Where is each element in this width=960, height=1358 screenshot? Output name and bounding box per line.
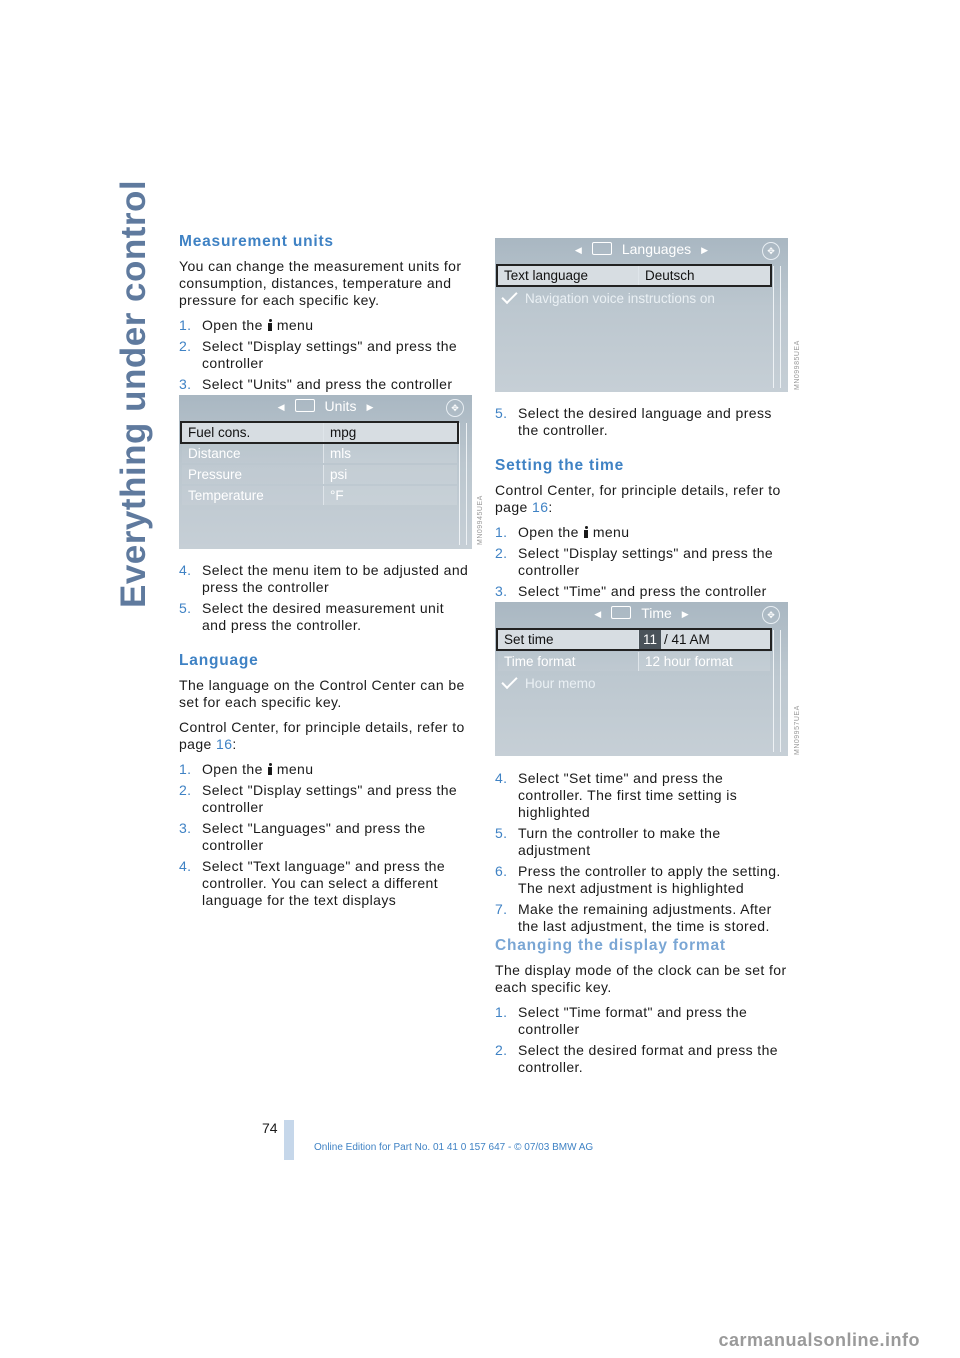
units-image-code: MN09945UEA bbox=[477, 495, 484, 545]
info-menu-icon bbox=[267, 319, 273, 331]
language-step-5: 5. Select the desired language and press the controller. bbox=[495, 405, 772, 438]
time-screen bbox=[495, 602, 788, 756]
format-step-1: 1. Select "Time format" and press the controller bbox=[495, 1004, 748, 1037]
units-scrollbar[interactable] bbox=[459, 423, 467, 545]
units-row-temperature[interactable]: Temperature °F bbox=[182, 486, 457, 505]
left-arrow-icon: ◀ bbox=[574, 245, 582, 255]
units-row-pressure[interactable]: Pressure psi bbox=[182, 465, 457, 484]
language-intro: The language on the Control Center can be set for each specific key. bbox=[179, 677, 465, 710]
languages-image-code: MN09985UEA bbox=[794, 340, 801, 390]
right-arrow-icon: ▶ bbox=[366, 402, 374, 412]
setting-time-heading: Setting the time bbox=[495, 457, 625, 474]
units-row-distance[interactable]: Distance mls bbox=[182, 444, 457, 463]
info-menu-icon bbox=[583, 526, 589, 538]
controller-icon: ✥ bbox=[762, 242, 780, 260]
language-heading: Language bbox=[179, 652, 259, 669]
measurement-step-2: 2. Select "Display settings" and press the controller bbox=[179, 338, 458, 371]
language-reference: Control Center, for principle details, refer to page 16: bbox=[179, 719, 465, 752]
measurement-step-4: 4. Select the menu item to be adjusted and press the controller bbox=[179, 562, 469, 595]
time-reference: Control Center, for principle details, refer to page 16: bbox=[495, 482, 781, 515]
time-screen-header: ◀ Time ▶ bbox=[495, 602, 788, 624]
languages-option-voice[interactable]: Navigation voice instructions on bbox=[498, 289, 715, 308]
languages-screen-header: ◀ Languages ▶ bbox=[495, 238, 788, 260]
time-step-7: 7. Make the remaining adjustments. After the last adjustment, the time is stored. bbox=[495, 901, 772, 934]
left-arrow-icon: ◀ bbox=[594, 609, 602, 619]
measurement-units-heading: Measurement units bbox=[179, 233, 334, 250]
settings-check-icon bbox=[592, 242, 612, 255]
languages-scrollbar[interactable] bbox=[773, 266, 781, 388]
languages-screen bbox=[495, 238, 788, 392]
setting-time-section bbox=[495, 457, 787, 604]
units-row-fuel[interactable]: Fuel cons. mpg bbox=[182, 423, 457, 442]
controller-icon: ✥ bbox=[762, 606, 780, 624]
format-step-2: 2. Select the desired format and press the controller. bbox=[495, 1042, 778, 1075]
language-step-4: 4. Select "Text language" and press the controller. You can select a different language for the text displays bbox=[179, 858, 446, 908]
language-steps-after bbox=[495, 405, 787, 443]
hour-field[interactable]: 11 bbox=[639, 630, 661, 649]
left-arrow-icon: ◀ bbox=[277, 402, 285, 412]
measurement-units-steps-after bbox=[179, 562, 471, 638]
units-screen bbox=[179, 395, 472, 549]
watermark: carmanualsonline.info bbox=[718, 1330, 920, 1350]
time-row-set-time[interactable]: Set time 11 / 41 AM bbox=[498, 630, 770, 649]
measurement-step-3: 3. Select "Units" and press the controller bbox=[179, 376, 453, 392]
section-side-title bbox=[114, 179, 154, 608]
settings-check-icon bbox=[611, 606, 631, 619]
measurement-units-intro: You can change the measurement units for consumption, distances, temperature and pressure for each specific key. bbox=[179, 258, 462, 308]
settings-check-icon bbox=[295, 399, 315, 412]
language-section bbox=[179, 652, 471, 913]
page-16-link[interactable]: 16 bbox=[532, 499, 549, 515]
page-16-link[interactable]: 16 bbox=[216, 736, 233, 752]
measurement-step-5: 5. Select the desired measurement unit and press the controller. bbox=[179, 600, 445, 633]
right-arrow-icon: ▶ bbox=[701, 245, 709, 255]
time-step-2: 2. Select "Display settings" and press the controller bbox=[495, 545, 774, 578]
language-step-2: 2. Select "Display settings" and press the controller bbox=[179, 782, 458, 815]
controller-icon: ✥ bbox=[446, 399, 464, 417]
info-menu-icon bbox=[267, 763, 273, 775]
checkmark-icon bbox=[501, 673, 517, 689]
units-screen-header: ◀ Units ▶ bbox=[179, 395, 472, 417]
time-step-3: 3. Select "Time" and press the controller bbox=[495, 583, 767, 599]
checkmark-icon bbox=[501, 288, 517, 304]
language-step-1: 1. Open the menu bbox=[179, 761, 314, 777]
footer-edition: Online Edition for Part No. 01 41 0 157 647 - © 07/03 BMW AG bbox=[314, 1142, 594, 1153]
measurement-step-1: 1. Open the menu bbox=[179, 317, 314, 333]
languages-row-text-language[interactable]: Text language Deutsch bbox=[498, 266, 770, 285]
language-step-3: 3. Select "Languages" and press the controller bbox=[179, 820, 426, 853]
section-side-title-text: Everything under control bbox=[114, 179, 153, 608]
display-format-intro: The display mode of the clock can be set for each specific key. bbox=[495, 962, 787, 995]
display-format-section bbox=[495, 937, 787, 1080]
time-scrollbar[interactable] bbox=[773, 630, 781, 752]
time-step-6: 6. Press the controller to apply the setting. The next adjustment is highlighted bbox=[495, 863, 781, 896]
measurement-units-section bbox=[179, 233, 471, 397]
page-marker-bar bbox=[284, 1120, 294, 1160]
time-step-1: 1. Open the menu bbox=[495, 524, 630, 540]
page-number: 74 bbox=[262, 1120, 278, 1136]
time-step-5: 5. Turn the controller to make the adjustment bbox=[495, 825, 721, 858]
time-option-hour-memo[interactable]: Hour memo bbox=[498, 674, 596, 693]
time-steps-after bbox=[495, 770, 787, 939]
time-image-code: MN09957UEA bbox=[794, 705, 801, 755]
display-format-heading: Changing the display format bbox=[495, 937, 726, 954]
right-arrow-icon: ▶ bbox=[681, 609, 689, 619]
time-step-4: 4. Select "Set time" and press the controller. The first time setting is highlighted bbox=[495, 770, 738, 820]
time-row-format[interactable]: Time format 12 hour format bbox=[498, 652, 770, 671]
